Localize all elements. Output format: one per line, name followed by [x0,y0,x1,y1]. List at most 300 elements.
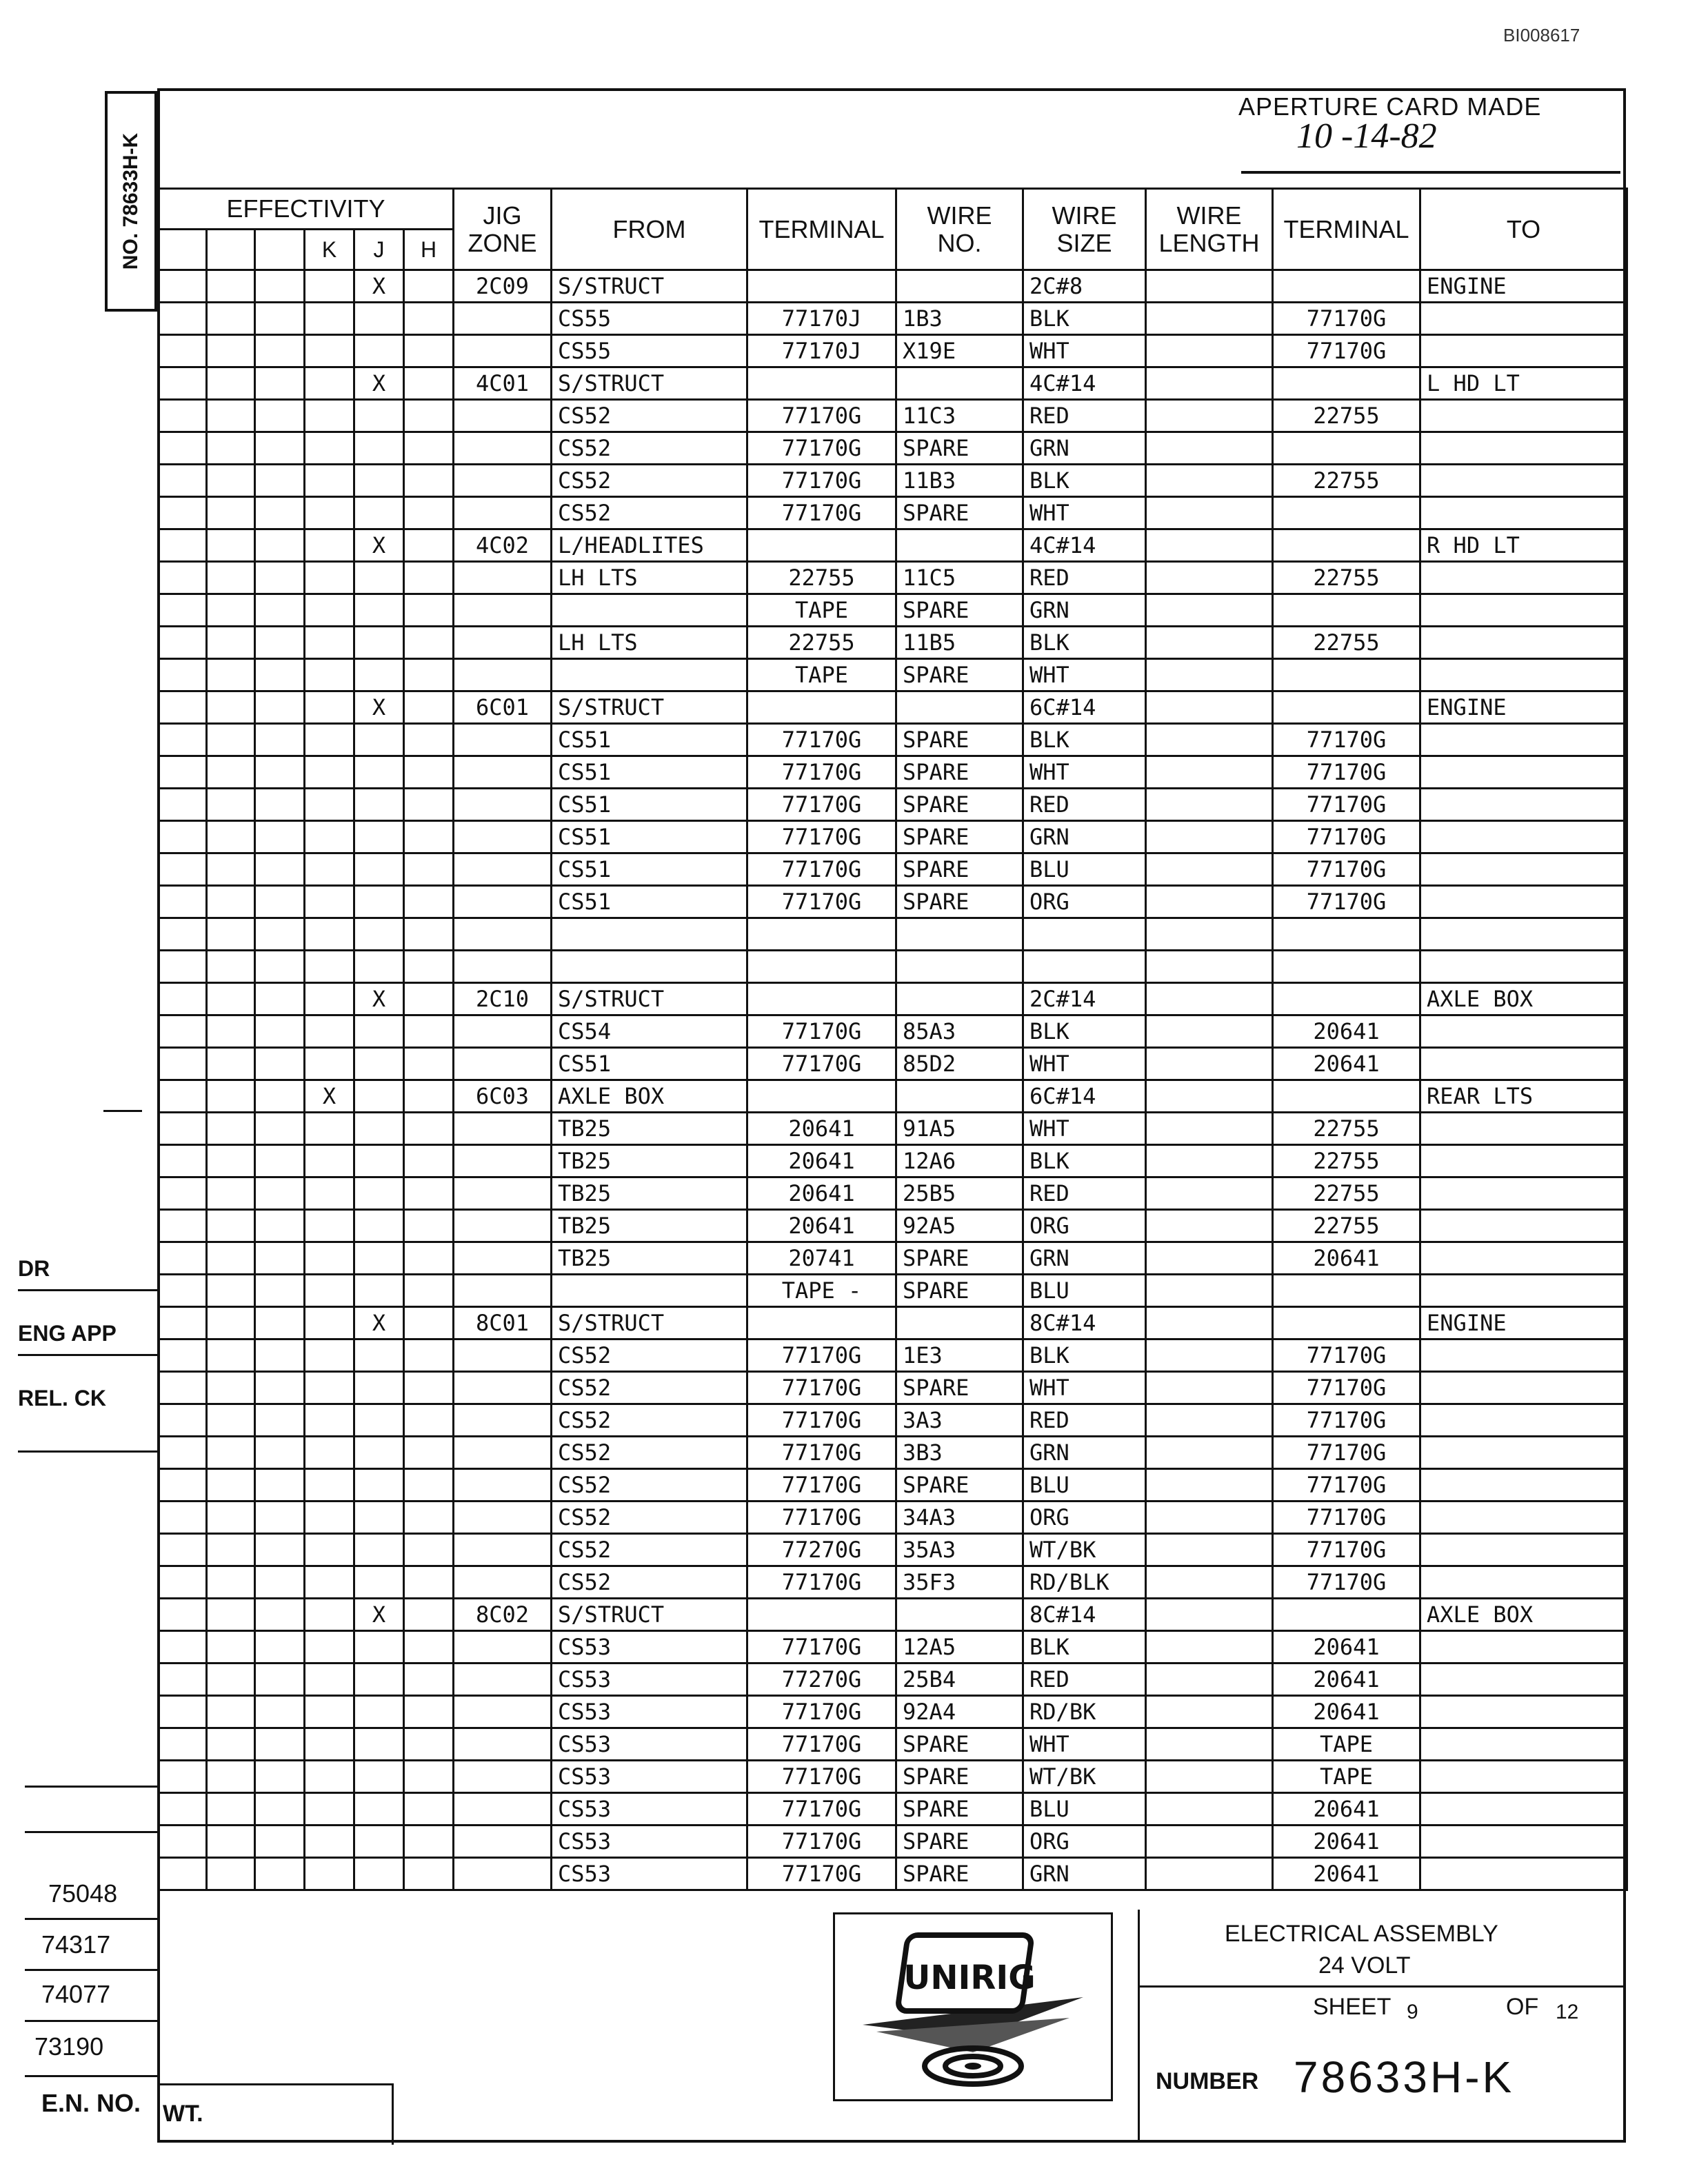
row-eff-blank [159,789,207,821]
weight-box [157,2083,394,2145]
row-wire-size: WT/BK [1023,1534,1146,1566]
row-jig-zone [454,1826,552,1858]
row-eff-blank [159,853,207,886]
row-eff-blank [404,1113,454,1145]
row-to: ENGINE [1420,1307,1627,1339]
row-from: TB25 [552,1177,747,1210]
row-wire-length [1146,1177,1273,1210]
row-wire-length [1146,270,1273,303]
row-wire-size: RED [1023,789,1146,821]
row-wire-no: SPARE [896,756,1023,789]
row-terminal-to [1273,1599,1420,1631]
row-eff-blank [159,1404,207,1437]
row-eff-k: X [305,1080,354,1113]
row-wire-no: SPARE [896,853,1023,886]
row-terminal-from [747,951,896,983]
row-eff-j [354,659,404,691]
row-eff-blank [207,400,255,432]
row-terminal-from: 20641 [747,1113,896,1145]
eff-h-header: H [404,230,454,270]
row-wire-no: 11B3 [896,465,1023,497]
row-wire-length [1146,1502,1273,1534]
table-row [159,1145,1627,1177]
row-from: CS52 [552,1534,747,1566]
row-eff-blank [404,918,454,951]
row-terminal-from: TAPE - [747,1275,896,1307]
row-from: CS53 [552,1664,747,1696]
row-wire-length [1146,1080,1273,1113]
row-wire-size: ORG [1023,1210,1146,1242]
row-to [1420,1339,1627,1372]
to-header: TO [1420,189,1627,270]
row-to [1420,1534,1627,1566]
jig-zone-header: JIG ZONE [454,189,552,270]
row-eff-blank [159,1015,207,1048]
row-eff-blank [159,529,207,562]
row-eff-j [354,1275,404,1307]
row-terminal-from: 77170G [747,1826,896,1858]
row-terminal-to [1273,497,1420,529]
row-terminal-from: 77170G [747,756,896,789]
row-eff-blank [207,1145,255,1177]
row-eff-k [305,1826,354,1858]
table-row [159,1113,1627,1145]
row-from: CS52 [552,497,747,529]
row-eff-k [305,724,354,756]
row-jig-zone: 8C02 [454,1599,552,1631]
row-terminal-to: TAPE [1273,1761,1420,1793]
row-eff-k [305,594,354,627]
row-eff-blank [404,1631,454,1664]
row-wire-size: BLK [1023,465,1146,497]
row-to [1420,1793,1627,1826]
row-eff-k [305,1372,354,1404]
row-wire-length [1146,1372,1273,1404]
row-wire-size: 4C#14 [1023,529,1146,562]
row-jig-zone [454,432,552,465]
row-wire-no: 3A3 [896,1404,1023,1437]
row-wire-size: BLU [1023,853,1146,886]
row-to [1420,1664,1627,1696]
row-eff-blank [207,1210,255,1242]
title-line-1: ELECTRICAL ASSEMBLY [1225,1921,1498,1947]
table-row [159,1502,1627,1534]
row-eff-blank [207,1696,255,1728]
row-jig-zone [454,756,552,789]
row-wire-size: BLK [1023,1339,1146,1372]
row-from: CS52 [552,400,747,432]
row-eff-blank [404,1242,454,1275]
row-eff-k [305,918,354,951]
row-terminal-from: 77170G [747,432,896,465]
table-row [159,335,1627,367]
row-to [1420,1177,1627,1210]
table-row [159,529,1627,562]
rel-ck-label: REL. CK [18,1386,106,1410]
effectivity-header: EFFECTIVITY [159,189,454,230]
row-eff-blank [404,1696,454,1728]
row-jig-zone [454,335,552,367]
en-number: 75048 [48,1879,118,1908]
row-jig-zone [454,1761,552,1793]
row-eff-k [305,303,354,335]
row-terminal-from: 77170G [747,497,896,529]
row-eff-j [354,1728,404,1761]
row-eff-blank [255,400,305,432]
row-wire-no: SPARE [896,1242,1023,1275]
row-jig-zone [454,1048,552,1080]
row-to: AXLE BOX [1420,1599,1627,1631]
row-terminal-to: 77170G [1273,886,1420,918]
row-terminal-to: 22755 [1273,1177,1420,1210]
row-eff-k [305,1728,354,1761]
row-eff-k [305,465,354,497]
row-to: ENGINE [1420,270,1627,303]
row-wire-no: 25B4 [896,1664,1023,1696]
row-from: CS51 [552,1048,747,1080]
row-wire-length [1146,951,1273,983]
row-wire-length [1146,497,1273,529]
vertical-number-label: NO. 78633H-K [119,132,142,270]
row-from: S/STRUCT [552,691,747,724]
row-terminal-from: 77170G [747,1566,896,1599]
row-eff-blank [159,983,207,1015]
row-eff-j [354,1631,404,1664]
row-to: AXLE BOX [1420,983,1627,1015]
row-from [552,659,747,691]
row-wire-length [1146,756,1273,789]
table-row [159,821,1627,853]
row-wire-size [1023,918,1146,951]
row-terminal-to [1273,691,1420,724]
row-jig-zone: 2C09 [454,270,552,303]
row-terminal-from: 77170G [747,1728,896,1761]
from-header: FROM [552,189,747,270]
row-wire-no: 12A6 [896,1145,1023,1177]
row-eff-blank [255,1761,305,1793]
row-eff-blank [404,562,454,594]
row-wire-length [1146,691,1273,724]
row-eff-blank [207,1534,255,1566]
row-terminal-to: 77170G [1273,1469,1420,1502]
row-jig-zone [454,1728,552,1761]
row-eff-blank [255,756,305,789]
wire-no-header: WIRE NO. [896,189,1023,270]
row-jig-zone [454,1015,552,1048]
row-to [1420,432,1627,465]
row-terminal-from: 77170G [747,1404,896,1437]
row-eff-blank [404,821,454,853]
row-from: S/STRUCT [552,367,747,400]
table-row [159,1048,1627,1080]
title-line-2: 24 VOLT [1318,1952,1411,1979]
row-eff-blank [159,1599,207,1631]
row-wire-length [1146,1113,1273,1145]
eff-col-blank-1 [159,230,207,270]
row-terminal-to: 77170G [1273,756,1420,789]
row-jig-zone [454,789,552,821]
row-eff-blank [207,1404,255,1437]
row-eff-blank [255,1080,305,1113]
row-eff-k [305,886,354,918]
table-row [159,918,1627,951]
row-eff-blank [404,367,454,400]
eng-app-label: ENG APP [18,1321,117,1346]
unirig-logo-icon [835,1914,1111,2099]
row-to: REAR LTS [1420,1080,1627,1113]
row-eff-j [354,756,404,789]
row-to [1420,1566,1627,1599]
sheet-number: 9 [1407,2001,1418,2023]
row-eff-j [354,1080,404,1113]
row-eff-blank [207,853,255,886]
row-terminal-to: 77170G [1273,303,1420,335]
row-wire-length [1146,1793,1273,1826]
row-eff-blank [159,1696,207,1728]
row-jig-zone: 8C01 [454,1307,552,1339]
row-wire-length [1146,1728,1273,1761]
row-eff-blank [207,1372,255,1404]
row-terminal-from: 77170G [747,1048,896,1080]
row-eff-blank [255,983,305,1015]
row-eff-k [305,1696,354,1728]
document-id: BI008617 [1503,25,1580,46]
row-wire-length [1146,789,1273,821]
row-terminal-from: 77170G [747,1761,896,1793]
aperture-underline [1241,171,1620,174]
row-eff-blank [404,1858,454,1890]
row-eff-blank [404,886,454,918]
row-eff-k [305,1113,354,1145]
en-no-label: E.N. NO. [41,2089,141,2117]
row-wire-no: 35F3 [896,1566,1023,1599]
row-jig-zone [454,1566,552,1599]
row-terminal-from [747,691,896,724]
row-terminal-to: 20641 [1273,1242,1420,1275]
row-jig-zone [454,1372,552,1404]
row-eff-blank [207,1177,255,1210]
row-eff-blank [207,303,255,335]
row-eff-j [354,821,404,853]
row-eff-blank [159,886,207,918]
row-eff-blank [404,400,454,432]
row-eff-j [354,1534,404,1566]
row-jig-zone [454,853,552,886]
row-terminal-from: 77170G [747,789,896,821]
row-eff-blank [255,1437,305,1469]
row-terminal-to: 22755 [1273,627,1420,659]
row-eff-blank [255,1113,305,1145]
row-wire-size: BLU [1023,1793,1146,1826]
row-eff-blank [207,1275,255,1307]
row-eff-blank [159,1177,207,1210]
row-from [552,1275,747,1307]
row-terminal-to [1273,983,1420,1015]
row-eff-blank [207,270,255,303]
row-eff-blank [159,1080,207,1113]
row-wire-no [896,1307,1023,1339]
row-to [1420,1728,1627,1761]
row-terminal-to: 77170G [1273,335,1420,367]
row-eff-k [305,1048,354,1080]
row-to [1420,1242,1627,1275]
row-wire-size: GRN [1023,1242,1146,1275]
row-wire-no [896,918,1023,951]
row-jig-zone: 2C10 [454,983,552,1015]
row-wire-no: SPARE [896,594,1023,627]
row-wire-size: WT/BK [1023,1761,1146,1793]
table-row [159,659,1627,691]
row-terminal-to: 77170G [1273,1437,1420,1469]
table-row [159,853,1627,886]
row-eff-blank [255,1275,305,1307]
row-jig-zone [454,497,552,529]
row-wire-length [1146,335,1273,367]
row-eff-blank [159,432,207,465]
row-eff-blank [255,432,305,465]
row-wire-size: WHT [1023,756,1146,789]
row-wire-length [1146,1631,1273,1664]
row-eff-blank [255,886,305,918]
row-terminal-from: 20741 [747,1242,896,1275]
row-eff-blank [159,1631,207,1664]
table-row [159,497,1627,529]
row-wire-size: ORG [1023,886,1146,918]
row-terminal-to: 20641 [1273,1664,1420,1696]
row-to [1420,1437,1627,1469]
margin-line-1 [25,1786,157,1788]
row-wire-length [1146,1826,1273,1858]
row-from: CS52 [552,1502,747,1534]
row-eff-blank [404,1664,454,1696]
row-wire-no: 92A5 [896,1210,1023,1242]
row-terminal-to: 22755 [1273,465,1420,497]
row-terminal-from [747,529,896,562]
row-wire-size: RED [1023,1664,1146,1696]
table-row [159,789,1627,821]
row-eff-blank [255,1599,305,1631]
row-wire-no: SPARE [896,497,1023,529]
row-wire-no: 11B5 [896,627,1023,659]
row-jig-zone [454,400,552,432]
row-from: CS53 [552,1793,747,1826]
row-eff-blank [159,1145,207,1177]
row-eff-j [354,724,404,756]
row-to [1420,1275,1627,1307]
table-row [159,627,1627,659]
row-eff-blank [207,1469,255,1502]
row-jig-zone [454,1696,552,1728]
row-from: CS51 [552,756,747,789]
row-from [552,918,747,951]
row-wire-no: 34A3 [896,1502,1023,1534]
row-eff-blank [255,270,305,303]
row-eff-blank [255,1502,305,1534]
table-row [159,1566,1627,1599]
row-eff-blank [255,367,305,400]
row-eff-k [305,1015,354,1048]
row-wire-no [896,270,1023,303]
row-eff-k [305,821,354,853]
row-from: CS53 [552,1696,747,1728]
row-jig-zone [454,1858,552,1890]
row-wire-no: SPARE [896,1858,1023,1890]
row-eff-blank [255,1858,305,1890]
row-jig-zone [454,1339,552,1372]
row-jig-zone [454,1502,552,1534]
row-wire-length [1146,1599,1273,1631]
row-terminal-to: 77170G [1273,1404,1420,1437]
row-terminal-to [1273,1275,1420,1307]
row-eff-k [305,1566,354,1599]
row-eff-j: X [354,270,404,303]
row-eff-j [354,1858,404,1890]
row-jig-zone [454,1113,552,1145]
row-eff-blank [159,918,207,951]
row-eff-blank [159,756,207,789]
number-label: NUMBER [1156,2068,1259,2094]
row-from [552,594,747,627]
row-wire-length [1146,1858,1273,1890]
row-to [1420,951,1627,983]
row-wire-length [1146,886,1273,918]
row-eff-blank [207,691,255,724]
row-jig-zone [454,303,552,335]
row-eff-blank [255,1177,305,1210]
row-eff-j [354,1372,404,1404]
row-eff-blank [207,918,255,951]
row-eff-j [354,497,404,529]
row-eff-blank [404,1793,454,1826]
row-wire-size: BLK [1023,1015,1146,1048]
row-terminal-to: 20641 [1273,1858,1420,1890]
row-eff-j [354,1437,404,1469]
row-eff-blank [255,659,305,691]
row-terminal-to: 22755 [1273,1210,1420,1242]
row-eff-k [305,432,354,465]
row-wire-no [896,951,1023,983]
row-from: CS53 [552,1858,747,1890]
row-terminal-from: 77170G [747,465,896,497]
row-eff-blank [404,1599,454,1631]
row-eff-blank [207,659,255,691]
row-terminal-to: 77170G [1273,1566,1420,1599]
row-eff-j [354,400,404,432]
row-terminal-from: 77270G [747,1534,896,1566]
row-wire-size [1023,951,1146,983]
row-eff-blank [159,821,207,853]
row-to [1420,627,1627,659]
row-jig-zone [454,1664,552,1696]
row-wire-length [1146,821,1273,853]
row-eff-blank [404,724,454,756]
row-eff-blank [207,1664,255,1696]
row-terminal-from: 77170G [747,1015,896,1048]
row-terminal-from: 77170G [747,1469,896,1502]
row-eff-blank [159,951,207,983]
row-eff-blank [404,1210,454,1242]
aperture-card-label: APERTURE CARD MADE [1238,92,1542,121]
row-eff-blank [159,691,207,724]
row-eff-blank [404,983,454,1015]
row-eff-j [354,1664,404,1696]
row-terminal-from [747,1080,896,1113]
row-eff-blank [404,1015,454,1048]
table-row [159,1404,1627,1437]
row-wire-no: 11C5 [896,562,1023,594]
row-terminal-from: 77170J [747,335,896,367]
row-to [1420,303,1627,335]
